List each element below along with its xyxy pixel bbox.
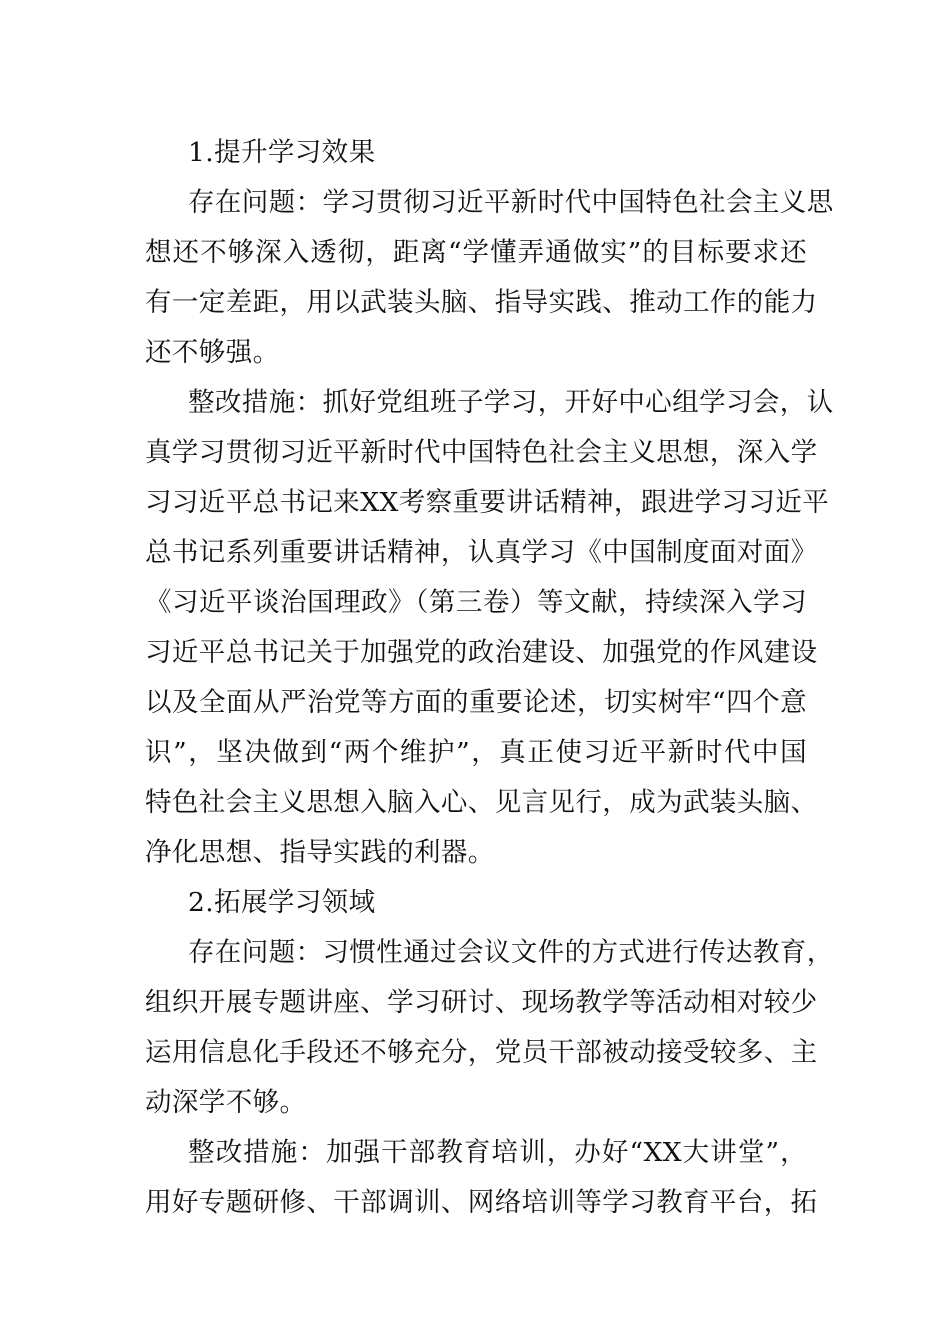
paragraph-line: 真学习贯彻习近平新时代中国特色社会主义思想，深入学 [145,437,818,468]
paragraph-line: 还不够强。 [145,337,280,368]
paragraph-line: 有一定差距，用以武装头脑、指导实践、推动工作的能力 [145,287,818,318]
paragraph-line: 识”，坚决做到“两个维护”，真正使习近平新时代中国 [145,737,807,768]
paragraph-line: 想还不够深入透彻，距离“学懂弄通做实”的目标要求还 [145,237,807,268]
section-heading: 2.拓展学习领域 [188,887,376,918]
paragraph-line: 整改措施：抓好党组班子学习，开好中心组学习会，认 [188,387,834,418]
paragraph-line: 总书记系列重要讲话精神，认真学习《中国制度面对面》 [145,537,818,568]
paragraph-line: 用好专题研修、干部调训、网络培训等学习教育平台，拓 [145,1187,818,1218]
paragraph-line: 运用信息化手段还不够充分，党员干部被动接受较多、主 [145,1037,818,1068]
paragraph-line: 以及全面从严治党等方面的重要论述，切实树牢“四个意 [145,687,807,718]
paragraph-line: 存在问题：习惯性通过会议文件的方式进行传达教育， [188,937,834,968]
paragraph-line: 动深学不够。 [145,1087,307,1118]
paragraph-line: 组织开展专题讲座、学习研讨、现场教学等活动相对较少 [145,987,818,1018]
document-body [145,128,834,1228]
paragraph-line: 习近平总书记关于加强党的政治建设、加强党的作风建设 [145,637,818,668]
section-heading: 1.提升学习效果 [188,137,376,168]
paragraph-line: 《习近平谈治国理政》（第三卷）等文献，持续深入学习 [145,587,807,618]
paragraph-line: 习习近平总书记来XX考察重要讲话精神，跟进学习习近平 [145,487,830,518]
paragraph-line: 整改措施：加强干部教育培训，办好“XX大讲堂”， [188,1137,807,1168]
paragraph-line: 存在问题：学习贯彻习近平新时代中国特色社会主义思 [188,187,834,218]
paragraph-line: 特色社会主义思想入脑入心、见言见行，成为武装头脑、 [145,787,818,818]
paragraph-line: 净化思想、指导实践的利器。 [145,837,495,868]
